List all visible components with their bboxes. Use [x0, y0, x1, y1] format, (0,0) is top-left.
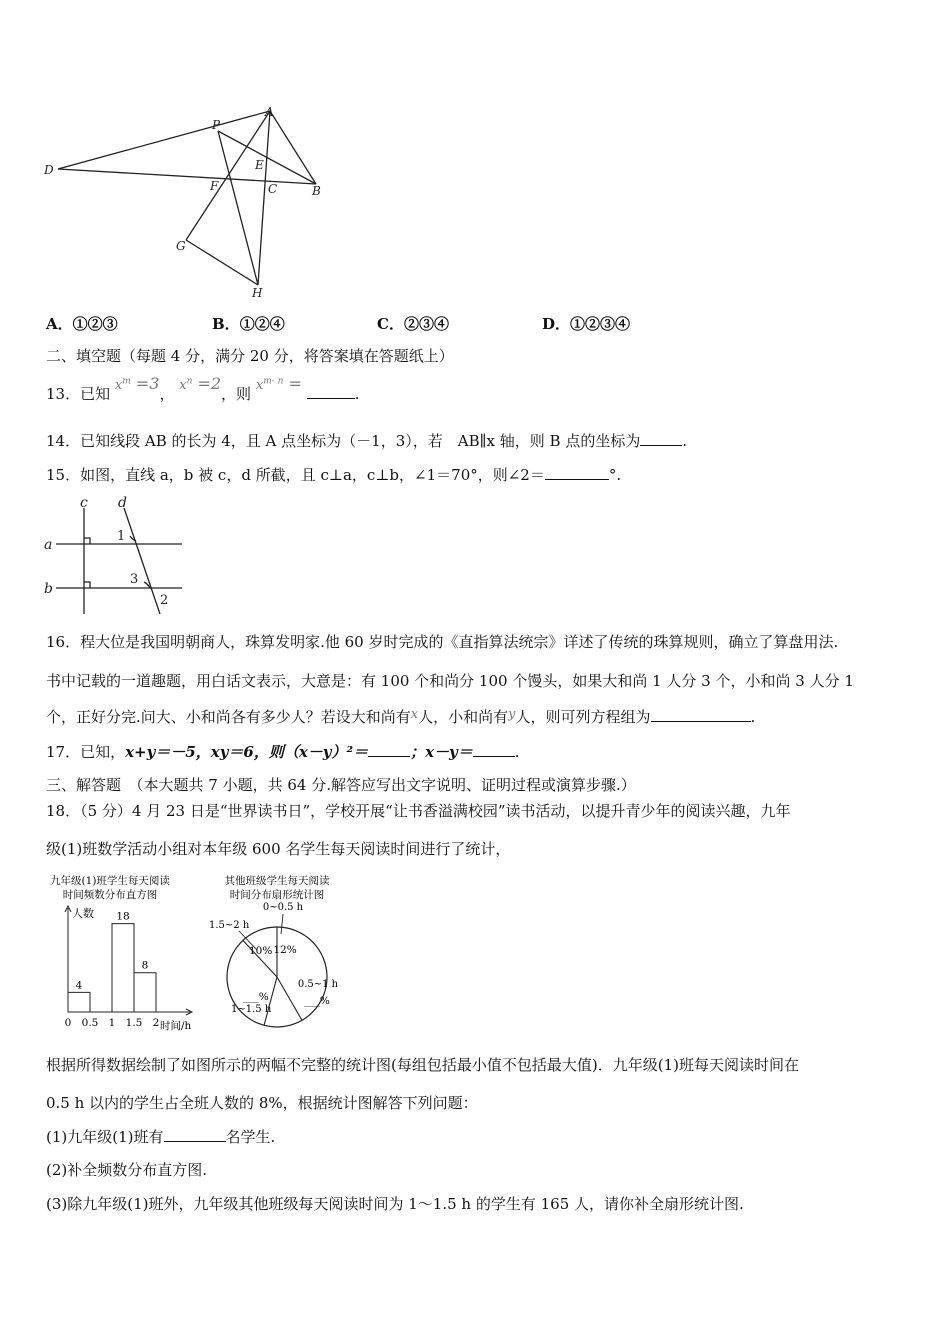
x-tick-label: 2: [152, 1017, 160, 1029]
question-14: 14．已知线段 AB 的长为 4，且 A 点坐标为（－1，3），若 AB∥x 轴，则 B 点的坐标为 .: [46, 432, 688, 450]
angle-label: 2: [160, 593, 169, 608]
x-tick-label: 0: [64, 1017, 72, 1029]
bar-value-label: 4: [75, 979, 83, 992]
option-d[interactable]: D．①②③④: [542, 315, 631, 333]
bar-value-label: 8: [141, 959, 149, 972]
point-label: H: [252, 286, 263, 300]
question-17: 17．已知，x+y＝－5，xy＝6，则（x－y）²＝ ；x－y＝ .: [46, 743, 520, 761]
question-18-part1: (1)九年级(1)班有 名学生.: [46, 1128, 276, 1146]
answer-blank[interactable]: [368, 742, 410, 757]
point-label: E: [255, 158, 264, 172]
y-axis-label: 人数: [72, 907, 94, 920]
question-15: 15．如图，直线 a，b 被 c，d 所截，且 c⊥a，c⊥b，∠1＝70°，则∠2＝ °.: [46, 466, 622, 484]
answer-blank[interactable]: [640, 431, 682, 446]
option-b[interactable]: B．①②④: [212, 315, 285, 333]
point-label: D: [44, 163, 54, 177]
pie-slice-label: 0.5~1 h: [297, 979, 339, 990]
point-label: P: [212, 118, 221, 132]
pie-slice-label: 1~1.5 h: [231, 1004, 272, 1015]
answer-blank[interactable]: [651, 707, 751, 722]
option-c[interactable]: C．②③④: [377, 315, 449, 333]
question-18-line1: 18．（5 分）4 月 23 日是“世界读书日”，学校开展“让书香溢满校园”读书活动，以提升青少年的阅读兴趣，九年: [46, 802, 791, 820]
chart-title: 其他班级学生每天阅读: [224, 875, 330, 887]
x-axis-label: 时间/h: [160, 1020, 192, 1032]
question-18-part2: (2)补全频数分布直方图.: [46, 1161, 208, 1179]
answer-blank[interactable]: [473, 742, 515, 757]
point-label: B: [312, 184, 321, 198]
point-label: F: [210, 179, 219, 193]
geometry-figure: [40, 100, 340, 300]
angle-label: 3: [130, 572, 139, 587]
answer-blank[interactable]: [545, 465, 609, 480]
bar-value-label: 18: [116, 910, 130, 923]
answer-blank[interactable]: [164, 1127, 226, 1142]
pie-slice-percent: ___%: [243, 991, 269, 1003]
question-16-line2: 书中记载的一道趣题，用白话文表示，大意是：有 100 个和尚分 100 个馒头，如果大和尚 1 人分 3 个，小和尚 3 人分 1: [46, 672, 854, 690]
line-label: c: [80, 495, 88, 511]
option-a[interactable]: A．①②③: [46, 315, 118, 333]
chart-title: 时间频数分布直方图: [62, 889, 158, 901]
question-16-line1: 16．程大位是我国明朝商人，珠算发明家.他 60 岁时完成的《直指算法统宗》详述了传统的珠算规则，确立了算盘用法.: [46, 633, 839, 651]
histogram-chart: [40, 872, 210, 1032]
chart-title: 九年级(1)班学生每天阅读: [50, 875, 170, 887]
point-label: G: [176, 239, 186, 253]
line-label: d: [118, 495, 127, 511]
histogram-bar: [134, 973, 156, 1012]
question-13: 13．已知 $x^m =3$， $x^n =2$，则 $x^{m- n}$ = .: [46, 374, 360, 403]
x-tick-label: 1: [108, 1017, 116, 1029]
question-18-part3: (3)除九年级(1)班外，九年级其他班级每天阅读时间为 1～1.5 h 的学生有 165 人，请你补全扇形统计图.: [46, 1195, 744, 1213]
pie-slice-percent: 12%: [273, 944, 297, 956]
pie-slice-percent: 10%: [249, 945, 273, 957]
x-tick-label: 1.5: [125, 1017, 143, 1029]
section-3-heading: 三、解答题 （本大题共 7 小题，共 64 分.解答应写出文字说明、证明过程或演算步骤.）: [46, 776, 636, 794]
angle-label: 1: [117, 529, 126, 544]
section-2-heading: 二、填空题（每题 4 分，满分 20 分，将答案填在答题纸上）: [46, 347, 454, 365]
line-label: a: [44, 537, 53, 553]
histogram-bar: [68, 992, 90, 1012]
point-label: A: [265, 105, 274, 119]
chart-title: 时间分布扇形统计图: [229, 889, 325, 901]
question-18-desc2: 0.5 h 以内的学生占全班人数的 8%，根据统计图解答下列问题：: [46, 1094, 478, 1112]
question-16-line3: 个，正好分完.问大、小和尚各有多少人？若设大和尚有x人，小和尚有y人，则可列方程组为 .: [46, 707, 756, 726]
answer-blank[interactable]: [307, 384, 355, 399]
point-label: C: [268, 182, 278, 196]
pie-chart: [205, 872, 355, 1032]
pie-slice-label: 1.5~2 h: [209, 920, 250, 931]
x-tick-label: 0.5: [81, 1017, 99, 1029]
question-18-line2: 级(1)班数学活动小组对本年级 600 名学生每天阅读时间进行了统计，: [46, 840, 511, 858]
parallel-lines-figure: [40, 494, 190, 616]
pie-slice-label: 0~0.5 h: [262, 902, 304, 913]
pie-slice-percent: ___%: [304, 995, 330, 1007]
question-18-desc1: 根据所得数据绘制了如图所示的两幅不完整的统计图(每组包括最小值不包括最大值)．九年级(1)班每天阅读时间在: [46, 1056, 799, 1074]
histogram-bar: [112, 924, 134, 1012]
line-label: b: [44, 581, 53, 597]
